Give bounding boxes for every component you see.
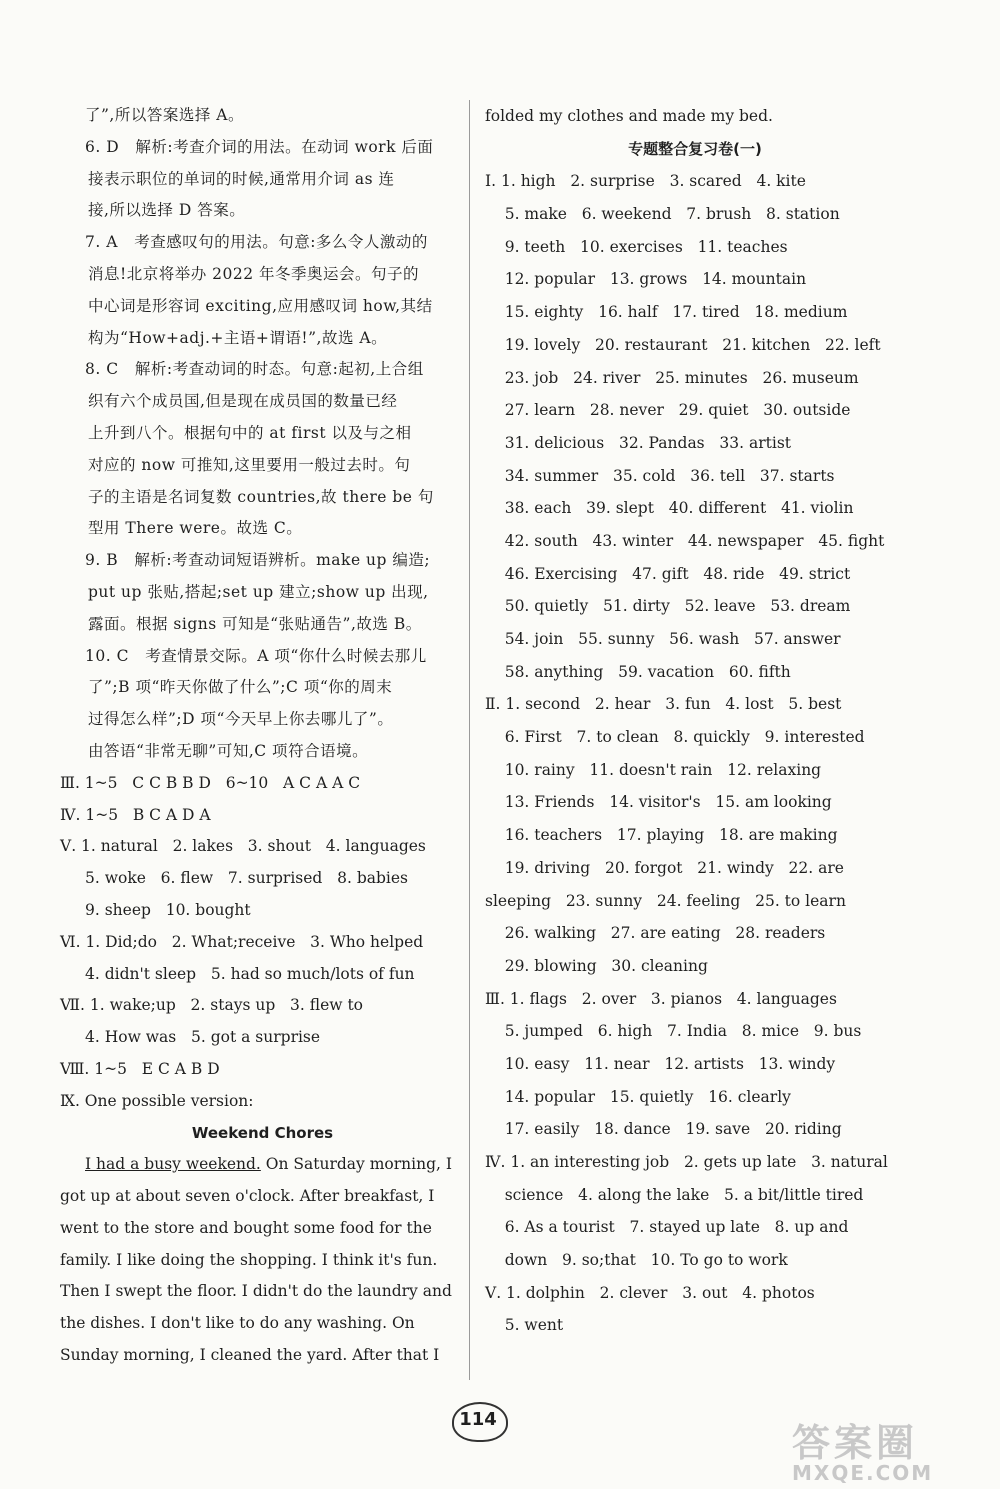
essay-line: Then I swept the floor. I didn't do the laundry and (60, 1282, 452, 1301)
answer-line: 6. As a tourist 7. stayed up late 8. up and (485, 1218, 849, 1237)
page-number (448, 1400, 508, 1440)
answer-line: 了”;B 项“昨天你做了什么”;C 项“你的周末 (88, 678, 393, 697)
answer-line: 15. eighty 16. half 17. tired 18. medium (485, 303, 848, 322)
watermark-logo (792, 1412, 992, 1484)
answer-line: Ⅳ. 1. an interesting job 2. gets up late 3. natural (485, 1153, 888, 1171)
answer-line: 10. easy 11. near 12. artists 13. windy (485, 1054, 836, 1073)
answer-line: 16. teachers 17. playing 18. are making (485, 826, 838, 845)
answer-line: 上升到八个。根据句中的 at first 以及与之相 (88, 423, 412, 442)
essay-title: Weekend Chores (191, 1123, 334, 1142)
watermark-url: MXQE.COM (792, 1461, 934, 1485)
answer-line: 6. First 7. to clean 8. quickly 9. interested (485, 728, 865, 747)
answer-line: 9. teeth 10. exercises 11. teaches (485, 237, 788, 256)
essay-line: the dishes. I don't like to do any washing. On (60, 1314, 415, 1333)
answer-line: 12. popular 13. grows 14. mountain (485, 270, 807, 289)
answer-line: 19. driving 20. forgot 21. windy 22. are (485, 858, 844, 877)
answer-line: Ⅲ. 1. flags 2. over 3. pianos 4. languages (485, 989, 837, 1008)
answer-line: 29. blowing 30. cleaning (485, 956, 708, 975)
answer-line: science 4. along the lake 5. a bit/little tired (485, 1185, 864, 1204)
answer-line: 26. walking 27. are eating 28. readers (485, 924, 826, 943)
section-title: 专题整合复习卷(一) (628, 139, 762, 158)
answer-line: 了”,所以答案选择 A。 (85, 106, 244, 124)
answer-line: Ⅸ. One possible version: (60, 1091, 254, 1110)
answer-line: 子的主语是名词复数 countries,故 there be 句 (88, 487, 434, 506)
answer-line: 接表示职位的单词的时候,通常用介词 as 连 (88, 169, 395, 188)
answer-line: 42. south 43. winter 44. newspaper 45. fight (485, 531, 885, 550)
answer-line: 构为“How+adj.+主语+谓语!”,故选 A。 (88, 328, 388, 347)
right-column (485, 100, 905, 1342)
page-number-text: 114 (459, 1409, 497, 1430)
answer-line: 58. anything 59. vacation 60. fifth (485, 662, 791, 681)
answer-line: 27. learn 28. never 29. quiet 30. outside (485, 401, 851, 420)
watermark-text: 答案圈 (792, 1421, 919, 1465)
answer-line: 5. woke 6. flew 7. surprised 8. babies (85, 869, 409, 888)
answer-line: 8. C 解析:考查动词的时态。句意:起初,上合组 (85, 360, 424, 379)
answer-line: Ⅵ. 1. Did;do 2. What;receive 3. Who helped (60, 932, 424, 951)
answer-line: 4. didn't sleep 5. had so much/lots of fun (85, 964, 415, 983)
answer-line: 4. How was 5. got a surprise (85, 1028, 321, 1047)
essay-line: went to the store and bought some food for the (60, 1218, 432, 1237)
essay-line: family. I like doing the shopping. I think it's fun. (60, 1250, 438, 1269)
essay-line: got up at about seven o'clock. After breakfast, I (60, 1187, 435, 1206)
answer-line: 织有六个成员国,但是现在成员国的数量已经 (88, 392, 398, 411)
essay-line (60, 1149, 465, 1181)
answer-line: 14. popular 15. quietly 16. clearly (485, 1087, 791, 1106)
column-divider (469, 100, 470, 1380)
answer-line: 31. delicious 32. Pandas 33. artist (485, 433, 792, 452)
answer-line: 13. Friends 14. visitor's 15. am looking (485, 793, 832, 812)
answer-line: Ⅴ. 1. dolphin 2. clever 3. out 4. photos (485, 1283, 815, 1302)
left-column (60, 100, 465, 1372)
answer-line: 46. Exercising 47. gift 48. ride 49. strict (485, 564, 851, 583)
answer-line: 中心词是形容词 exciting,应用感叹词 how,其结 (88, 296, 433, 315)
answer-line: 由答语“非常无聊”可知,C 项符合语境。 (88, 741, 369, 760)
answer-line: 型用 There were。故选 C。 (88, 519, 303, 538)
answer-line: 10. C 考查情景交际。A 项“你什么时候去那儿 (85, 646, 427, 665)
answer-line: Ⅳ. 1~5 B C A D A (60, 805, 211, 824)
answer-line: 54. join 55. sunny 56. wash 57. answer (485, 630, 841, 648)
answer-line: Ⅰ. 1. high 2. surprise 3. scared 4. kite (485, 172, 806, 191)
answer-line: 9. B 解析:考查动词短语辨析。make up 编造; (85, 551, 431, 570)
essay-topic-sentence: I had a busy weekend. (85, 1155, 261, 1174)
essay-text: On Saturday morning, I (260, 1155, 452, 1174)
answer-line: 34. summer 35. cold 36. tell 37. starts (485, 466, 835, 485)
answer-line: 9. sheep 10. bought (85, 900, 251, 919)
answer-line: 5. went (485, 1316, 564, 1335)
answer-line: 过得怎么样”;D 项“今天早上你去哪儿了”。 (88, 710, 394, 729)
essay-continuation: folded my clothes and made my bed. (485, 107, 773, 125)
answer-line: 23. job 24. river 25. minutes 26. museum (485, 368, 859, 387)
answer-line: 50. quietly 51. dirty 52. leave 53. dream (485, 597, 851, 616)
answer-line: 19. lovely 20. restaurant 21. kitchen 22. left (485, 335, 881, 354)
answer-line: 7. A 考查感叹句的用法。句意:多么令人激动的 (85, 233, 428, 252)
answer-line: put up 张贴,搭起;set up 建立;show up 出现, (88, 582, 429, 601)
answer-line: 5. make 6. weekend 7. brush 8. station (485, 205, 840, 224)
answer-line: 消息!北京将举办 2022 年冬季奥运会。句子的 (88, 264, 420, 283)
answer-line: Ⅴ. 1. natural 2. lakes 3. shout 4. languages (60, 837, 426, 856)
answer-line: sleeping 23. sunny 24. feeling 25. to learn (485, 891, 846, 910)
answer-line: down 9. so;that 10. To go to work (485, 1251, 788, 1270)
answer-line: Ⅷ. 1~5 E C A B D (60, 1059, 220, 1078)
answer-line: Ⅶ. 1. wake;up 2. stays up 3. flew to (60, 996, 363, 1015)
answer-line: 露面。根据 signs 可知是“张贴通告”,故选 B。 (88, 614, 422, 633)
answer-line: Ⅱ. 1. second 2. hear 3. fun 4. lost 5. best (485, 695, 842, 714)
answer-line: 接,所以选择 D 答案。 (88, 201, 246, 220)
answer-line: 38. each 39. slept 40. different 41. violin (485, 499, 854, 518)
answer-line: 17. easily 18. dance 19. save 20. riding (485, 1120, 842, 1139)
answer-line: 对应的 now 可推知,这里要用一般过去时。句 (88, 455, 411, 474)
essay-line: Sunday morning, I cleaned the yard. After that I (60, 1346, 440, 1365)
answer-line: Ⅲ. 1~5 C C B B D 6~10 A C A A C (60, 773, 361, 792)
answer-line: 10. rainy 11. doesn't rain 12. relaxing (485, 760, 822, 779)
answer-line: 5. jumped 6. high 7. India 8. mice 9. bus (485, 1022, 862, 1041)
answer-line: 6. D 解析:考查介词的用法。在动词 work 后面 (85, 137, 434, 156)
